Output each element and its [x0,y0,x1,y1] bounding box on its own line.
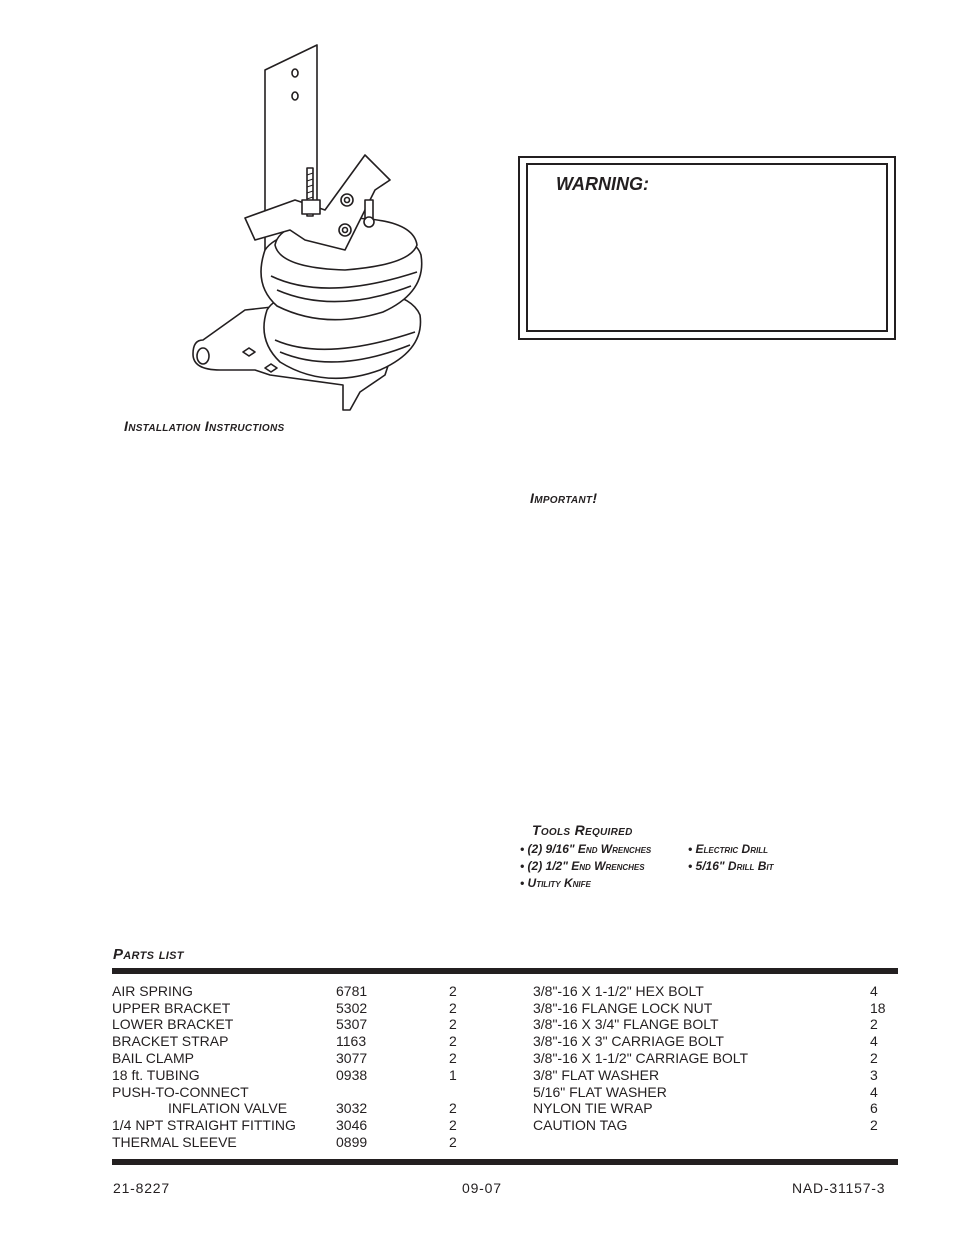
parts-list-title: Parts list [113,946,184,963]
part-name: AIR SPRING [112,983,193,999]
part-qty: 2 [870,1117,878,1133]
part-number: 3077 [336,1050,368,1066]
part-name: 5/16" FLAT WASHER [533,1084,667,1100]
part-qty: 4 [870,983,878,999]
part-name: 3/8"-16 FLANGE LOCK NUT [533,1000,713,1016]
part-qty: 2 [449,983,457,999]
part-qty: 2 [449,1134,457,1150]
tools-required-title: Tools Required [532,822,633,838]
part-name: 3/8"-16 X 3/4" FLANGE BOLT [533,1016,719,1032]
part-name: CAUTION TAG [533,1117,628,1133]
part-name: LOWER BRACKET [112,1016,234,1032]
part-qty: 2 [449,1050,457,1066]
part-number: 1163 [336,1033,367,1049]
part-number: 3046 [336,1117,368,1133]
part-name: NYLON TIE WRAP [533,1100,653,1116]
tool-item: • Electric Drill [688,842,768,856]
part-name: PUSH-TO-CONNECT [112,1084,249,1100]
part-qty: 4 [870,1084,878,1100]
tool-item: • Utility Knife [520,876,591,890]
part-qty: 2 [449,1000,457,1016]
part-qty: 2 [449,1100,457,1116]
part-qty: 3 [870,1067,878,1083]
part-name: 18 ft. TUBING [112,1067,200,1083]
part-number: 0938 [336,1067,368,1083]
tool-item: • (2) 9/16" End Wrenches [520,842,652,856]
parts-bottom-rule [112,1159,898,1165]
part-qty: 2 [449,1033,457,1049]
part-number: 6781 [336,983,368,999]
air-spring-illustration [185,40,435,415]
part-name: BRACKET STRAP [112,1033,229,1049]
part-name: THERMAL SLEEVE [112,1134,237,1150]
part-qty: 6 [870,1100,878,1116]
part-number: 0899 [336,1134,368,1150]
tool-item: • 5/16" Drill Bit [688,859,774,873]
part-number: 3032 [336,1100,368,1116]
part-name: 3/8"-16 X 1-1/2" CARRIAGE BOLT [533,1050,749,1066]
part-name: INFLATION VALVE [168,1100,288,1116]
part-qty: 2 [449,1016,457,1032]
part-qty: 2 [449,1117,457,1133]
footer-doc-number: 21-8227 [113,1180,170,1196]
part-name: BAIL CLAMP [112,1050,194,1066]
important-title: Important! [530,490,598,506]
part-number: 5302 [336,1000,368,1016]
part-number: 5307 [336,1016,368,1032]
part-qty: 1 [449,1067,457,1083]
warning-title: WARNING: [556,174,649,194]
part-qty: 18 [870,1000,886,1016]
part-qty: 4 [870,1033,878,1049]
part-name: 3/8"-16 X 1-1/2" HEX BOLT [533,983,704,999]
installation-instructions-title: Installation Instructions [124,418,285,434]
footer-part-code: NAD-31157-3 [792,1180,886,1196]
part-name: UPPER BRACKET [112,1000,231,1016]
part-qty: 2 [870,1050,878,1066]
footer-date: 09-07 [462,1180,502,1196]
parts-top-rule [112,968,898,974]
part-name: 1/4 NPT STRAIGHT FITTING [112,1117,296,1133]
part-name: 3/8" FLAT WASHER [533,1067,660,1083]
part-name: 3/8"-16 X 3" CARRIAGE BOLT [533,1033,724,1049]
tool-item: • (2) 1/2" End Wrenches [520,859,645,873]
part-qty: 2 [870,1016,878,1032]
